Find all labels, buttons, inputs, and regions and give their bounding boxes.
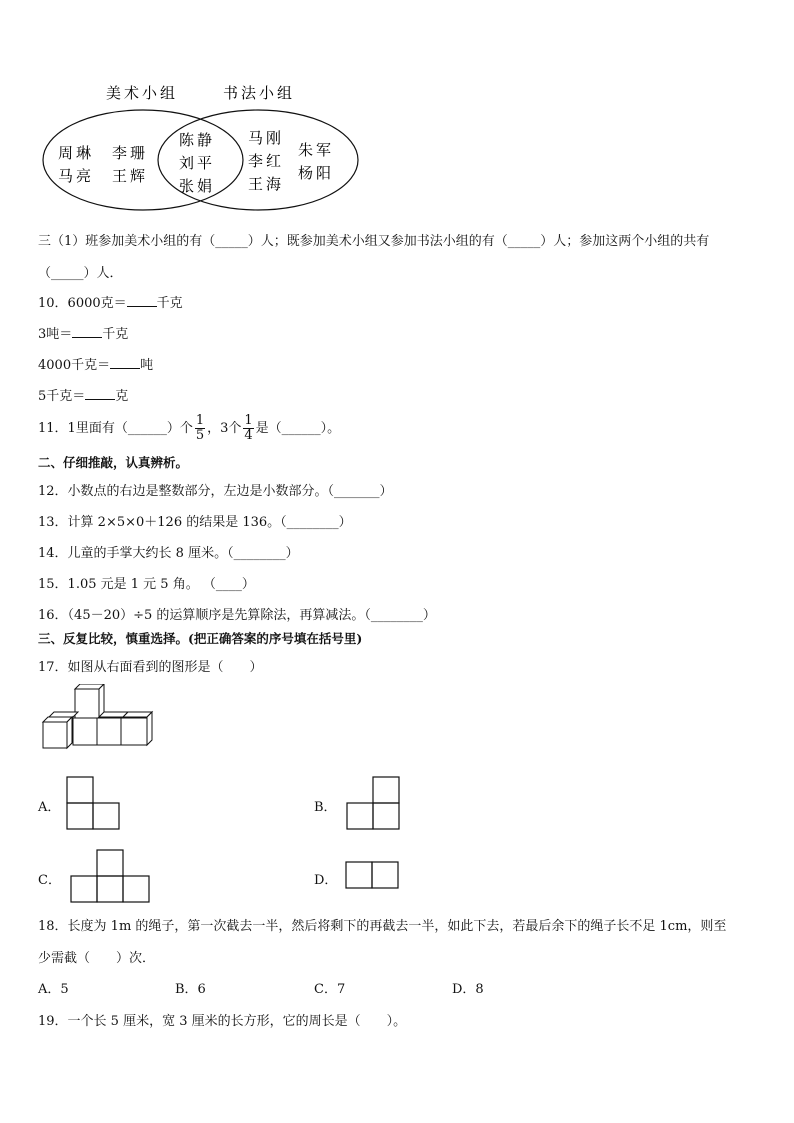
grid-square xyxy=(67,777,93,803)
cube-face xyxy=(147,712,152,745)
cube-face xyxy=(75,689,99,718)
question-9-line2: （_____）人． xyxy=(38,266,123,281)
q10-l1-prefix: 10．6000克＝ xyxy=(38,296,127,311)
venn-left-name: 王辉 xyxy=(112,167,149,185)
cube-face xyxy=(97,718,121,745)
answer-blank[interactable] xyxy=(127,294,157,307)
question-18-line1: 18．长度为 1m 的绳子，第一次截去一半，然后将剩下的再截去一半，如此下去，若最后余下的绳子长不足 1cm，则至 xyxy=(38,919,727,934)
grid-square xyxy=(97,876,123,902)
option-a-label: A． xyxy=(38,800,61,815)
venn-right-name: 李红 xyxy=(248,152,285,170)
option-a-figure[interactable] xyxy=(66,776,120,832)
grid-square xyxy=(372,862,398,888)
q10-l2-unit: 千克 xyxy=(102,327,129,342)
q10-l1-unit: 千克 xyxy=(156,296,183,311)
section-2-heading: 二、仔细推敲，认真辨析。 xyxy=(38,455,189,470)
q10-l4-unit: 克 xyxy=(115,389,129,404)
q10-l3-prefix: 4000千克＝ xyxy=(38,358,111,373)
grid-square xyxy=(97,850,123,876)
question-17-stem: 17．如图从右面看到的图形是（ ） xyxy=(38,660,263,675)
section-3-heading: 三、反复比较，慎重选择。(把正确答案的序号填在括号里) xyxy=(38,631,363,646)
venn-left-name: 马亮 xyxy=(58,167,95,185)
answer-blank[interactable] xyxy=(110,356,140,369)
venn-label-left: 美术小组 xyxy=(106,84,179,102)
question-10-line3 xyxy=(38,354,153,373)
fraction-numerator: 1 xyxy=(195,413,205,428)
option-c-label: C． xyxy=(38,873,61,888)
option-c-figure[interactable] xyxy=(70,849,152,905)
grid-square xyxy=(93,803,119,829)
answer-blank[interactable] xyxy=(85,387,115,400)
grid-square xyxy=(123,876,149,902)
grid-square xyxy=(71,876,97,902)
q11-part-a: 11．1里面有（______）个 xyxy=(38,421,193,436)
question-19: 19．一个长 5 厘米，宽 3 厘米的长方形，它的周长是（ ）。 xyxy=(38,1014,407,1029)
venn-both-name: 张娟 xyxy=(179,177,216,195)
question-10-line2 xyxy=(38,323,128,342)
venn-diagram xyxy=(0,0,794,230)
question-11 xyxy=(38,410,340,448)
venn-left-name: 李珊 xyxy=(112,144,149,162)
q18-option-b[interactable]: B．6 xyxy=(175,982,206,997)
cube-face xyxy=(121,718,147,745)
grid-square xyxy=(347,803,373,829)
question-12: 12．小数点的右边是整数部分，左边是小数部分。（_______） xyxy=(38,484,393,499)
question-9-line1: 三（1）班参加美术小组的有（_____）人；既参加美术小组又参加书法小组的有（_____）人；参加这两个小组的共有 xyxy=(38,234,710,249)
q18-option-c[interactable]: C．7 xyxy=(314,982,346,997)
q10-l3-unit: 吨 xyxy=(140,358,154,373)
question-13: 13．计算 2×5×0＋126 的结果是 136。（________） xyxy=(38,515,352,530)
q11-part-b: ，3个 xyxy=(207,421,242,436)
grid-square xyxy=(67,803,93,829)
answer-blank[interactable] xyxy=(72,325,102,338)
venn-right-name: 王海 xyxy=(248,175,285,193)
venn-both-name: 陈静 xyxy=(179,131,216,149)
fraction xyxy=(243,414,253,443)
question-10-line4 xyxy=(38,385,128,404)
venn-right-name: 杨阳 xyxy=(298,164,335,182)
grid-square xyxy=(373,777,399,803)
cube-figure xyxy=(38,684,158,754)
fraction-numerator: 1 xyxy=(244,413,253,428)
venn-right-name: 马刚 xyxy=(248,129,285,147)
option-b-label: B． xyxy=(314,800,337,815)
question-14: 14．儿童的手掌大约长 8 厘米。（________） xyxy=(38,546,299,561)
fraction-denominator: 5 xyxy=(195,428,205,443)
question-10-line1 xyxy=(38,292,183,311)
q10-l4-prefix: 5千克＝ xyxy=(38,389,86,404)
option-b-figure[interactable] xyxy=(346,776,400,832)
question-15: 15．1.05 元是 1 元 5 角。 （____） xyxy=(38,577,255,592)
venn-right-name: 朱军 xyxy=(298,141,335,159)
q10-l2-prefix: 3吨＝ xyxy=(38,327,73,342)
venn-both-name: 刘平 xyxy=(179,154,216,172)
q18-option-d[interactable]: D．8 xyxy=(452,982,484,997)
option-d-label: D． xyxy=(314,873,338,888)
q11-part-c: 是（______）。 xyxy=(255,421,341,436)
option-d-figure[interactable] xyxy=(345,861,401,891)
cube-face xyxy=(43,722,67,748)
cube-face xyxy=(73,718,97,745)
grid-square xyxy=(346,862,372,888)
grid-square xyxy=(373,803,399,829)
question-18-line2: 少需截（ ）次． xyxy=(38,951,156,966)
venn-left-name: 周琳 xyxy=(58,144,95,162)
cube-face xyxy=(49,712,78,717)
venn-label-right: 书法小组 xyxy=(223,84,296,102)
cube-face xyxy=(67,717,72,748)
q18-option-a[interactable]: A．5 xyxy=(38,982,69,997)
fraction-denominator: 4 xyxy=(244,428,253,443)
fraction xyxy=(195,414,205,443)
question-16: 16．（45－20）÷5 的运算顺序是先算除法，再算减法。（________） xyxy=(38,608,436,623)
